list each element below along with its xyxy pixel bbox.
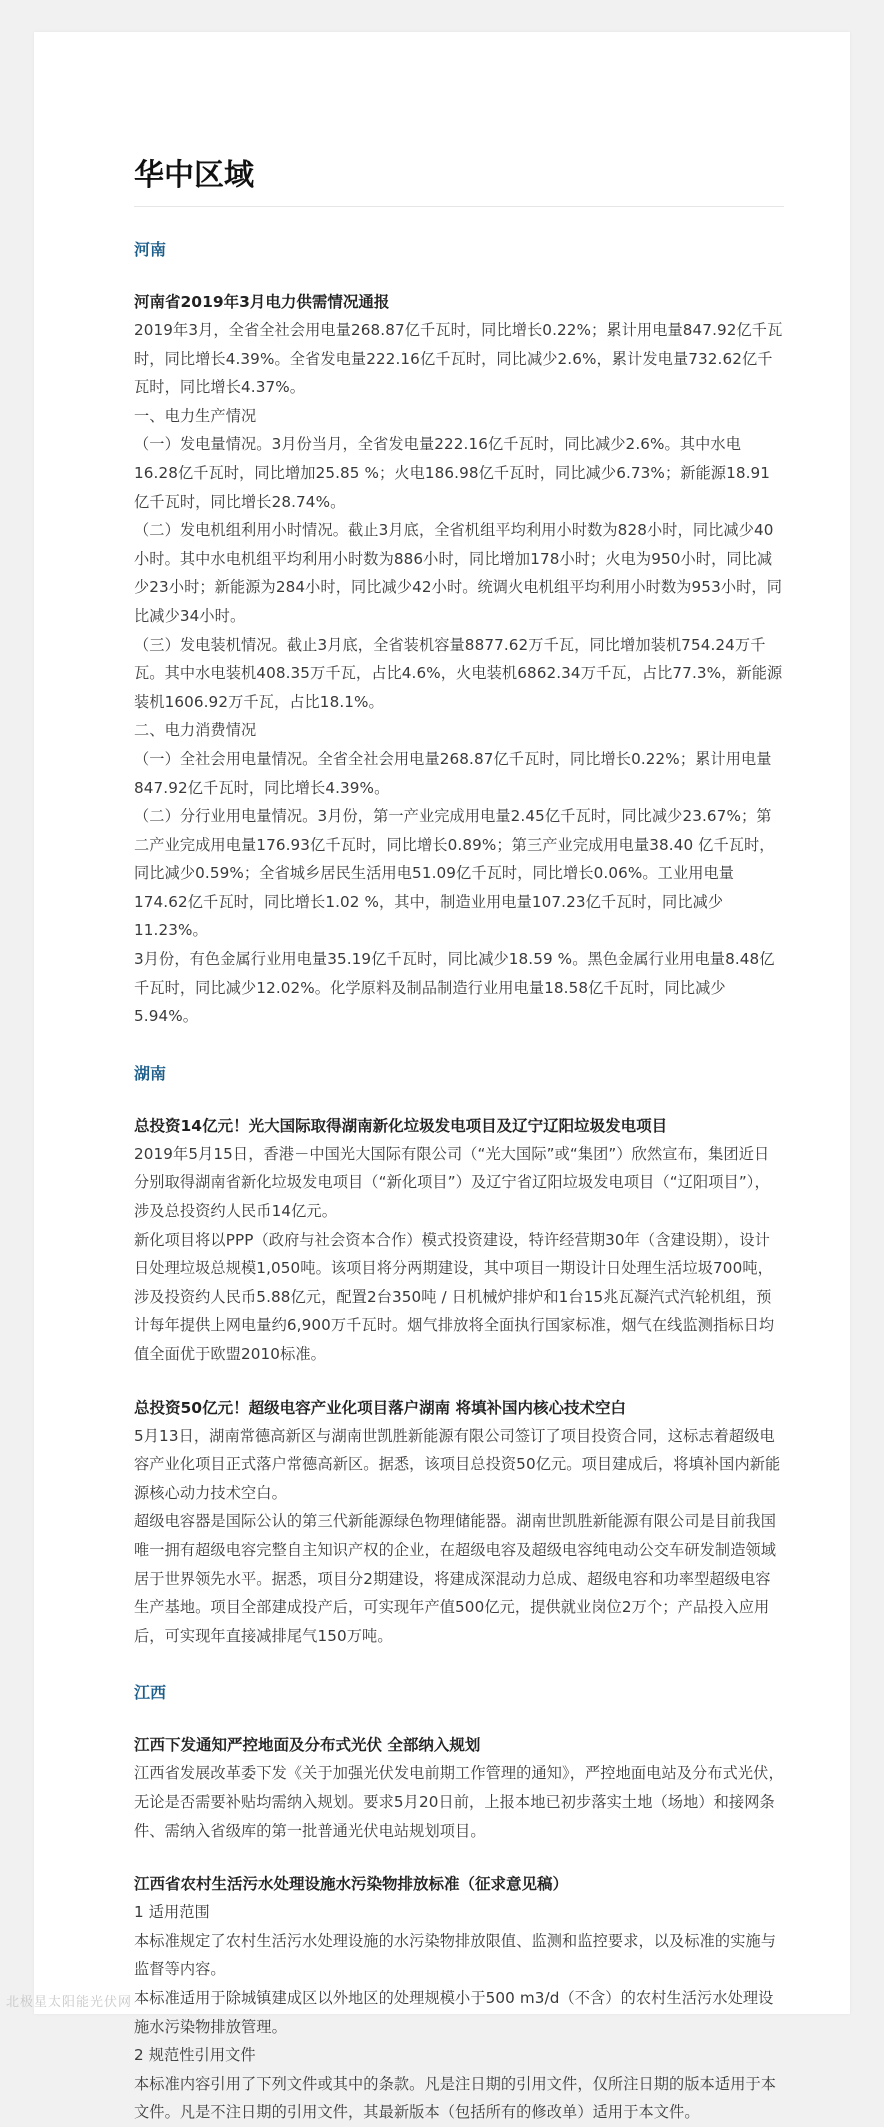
- article-paragraph: 2019年5月15日，香港－中国光大国际有限公司（“光大国际”或“集团”）欣然宣布，集团近日分别取得湖南省新化垃圾发电项目（“新化项目”）及辽宁省辽阳垃圾发电项目（“辽阳项目”），涉及总投资约人民币14亿元。: [134, 1144, 770, 1221]
- article-title: 河南省2019年3月电力供需情况通报: [134, 293, 390, 311]
- article-jiangxi-sewage: [134, 1871, 784, 2127]
- article-spacer: [134, 1845, 784, 1871]
- watermark-text: 北极星太阳能光伏网: [6, 1995, 133, 2010]
- article-paragraph: （一）全社会用电量情况。全省全社会用电量268.87亿千瓦时，同比增长0.22%；累计用电量847.92亿千瓦时，同比增长4.39%。: [134, 749, 772, 797]
- article-spacer: [134, 1369, 784, 1395]
- article-paragraph: （二）分行业用电量情况。3月份，第一产业完成用电量2.45亿千瓦时，同比减少23.67%；第二产业完成用电量176.93亿千瓦时，同比增长0.89%；第三产业完成用电量38.40 亿千瓦时，同比减少0.59%；全省城乡居民生活用电51.09亿千瓦时，同比增长0.06%。工业用电量174.62亿千瓦时，同比增长1.02 %，其中，制造业用电量107.23亿千瓦时，同比减少11.23%。: [134, 807, 775, 940]
- article-paragraph: 5月13日，湖南常德高新区与湖南世凯胜新能源有限公司签订了项目投资合同，这标志着超级电容产业化项目正式落户常德高新区。据悉，该项目总投资50亿元。项目建成后，将填补国内新能源核心动力技术空白。: [134, 1426, 781, 1502]
- article-title: 江西省农村生活污水处理设施水污染物排放标准（征求意见稿）: [134, 1875, 569, 1894]
- article-title: 江西下发通知严控地面及分布式光伏 全部纳入规划: [134, 1736, 481, 1755]
- article-paragraph: 一、电力生产情况: [134, 406, 257, 425]
- article-paragraph: 本标准适用于除城镇建成区以外地区的处理规模小于500 m3/d（不含）的农村生活污水处理设施水污染物排放管理。: [134, 1988, 774, 2036]
- article-paragraph: 新化项目将以PPP（政府与社会资本合作）模式投资建设，特许经营期30年（含建设期），设计日处理垃圾总规模1,050吨。该项目将分两期建设，其中项目一期设计日处理生活垃圾700吨，涉及投资约人民币5.88亿元，配置2台350吨 / 日机械炉排炉和1台15兆瓦凝汽式汽轮机组，预计每年提供上网电量约6,900万千瓦时。烟气排放将全面执行国家标准，烟气在线监测指标日均值全面优于欧盟2010标准。: [134, 1230, 775, 1363]
- region-heading-hunan: 湖南: [134, 1063, 167, 1083]
- article-paragraph: 3月份，有色金属行业用电量35.19亿千瓦时，同比减少18.59 %。黑色金属行业用电量8.48亿千瓦时，同比减少12.02%。化学原料及制品制造行业用电量18.58亿千瓦时，同比减少5.94%。: [134, 950, 775, 1026]
- article-title: 总投资14亿元！光大国际取得湖南新化垃圾发电项目及辽宁辽阳垃圾发电项目: [134, 1116, 668, 1135]
- document-card: [34, 32, 850, 2122]
- article-title: 总投资50亿元！超级电容产业化项目落户湖南 将填补国内核心技术空白: [134, 1398, 626, 1417]
- article-paragraph: 二、电力消费情况: [134, 721, 257, 740]
- article-hunan-everbright: [134, 1113, 784, 1369]
- document-content: [134, 156, 784, 2127]
- article-paragraph: （二）发电机组利用小时情况。截止3月底，全省机组平均利用小时数为828小时，同比减少40小时。其中水电机组平均利用小时数为886小时，同比增加178小时；火电为950小时，同比减少23小时；新能源为284小时，同比减少42小时。统调火电机组平均利用小时数为953小时，同比减少34小时。: [134, 521, 782, 625]
- region-heading-jiangxi: 江西: [134, 1683, 167, 1703]
- article-paragraph: 江西省发展改革委下发《关于加强光伏发电前期工作管理的通知》，严控地面电站及分布式光伏，无论是否需要补贴均需纳入规划。要求5月20日前，上报本地已初步落实土地（场地）和接网条件、需纳入省级库的第一批普通光伏电站规划项目。: [134, 1764, 784, 1840]
- article-henan-power: [134, 289, 784, 1031]
- article-jiangxi-pv: [134, 1732, 784, 1845]
- article-paragraph: 本标准规定了农村生活污水处理设施的水污染物排放限值、监测和监控要求，以及标准的实施与监督等内容。: [134, 1931, 777, 1979]
- article-paragraph: 2 规范性引用文件: [134, 2046, 256, 2065]
- article-paragraph: （三）发电装机情况。截止3月底，全省装机容量8877.62万千瓦，同比增加装机754.24万千瓦。其中水电装机408.35万千瓦，占比4.6%，火电装机6862.34万千瓦，占比77.3%，新能源装机1606.92万千瓦，占比18.1%。: [134, 635, 783, 711]
- region-heading-henan: 河南: [134, 240, 167, 259]
- article-paragraph: 2019年3月，全省全社会用电量268.87亿千瓦时，同比增长0.22%；累计用电量847.92亿千瓦时，同比增长4.39%。全省发电量222.16亿千瓦时，同比减少2.6%，累计发电量732.62亿千瓦时，同比增长4.37%。: [134, 321, 783, 397]
- article-paragraph: （一）发电量情况。3月份当月，全省发电量222.16亿千瓦时，同比减少2.6%。其中水电16.28亿千瓦时，同比增加25.85 %；火电186.98亿千瓦时，同比减少6.73%；新能源18.91亿千瓦时，同比增长28.74%。: [134, 435, 771, 511]
- article-paragraph: 超级电容器是国际公认的第三代新能源绿色物理储能器。湖南世凯胜新能源有限公司是目前我国唯一拥有超级电容完整自主知识产权的企业，在超级电容及超级电容纯电动公交车研发制造领域居于世界领先水平。据悉，项目分2期建设，将建成深混动力总成、超级电容和功率型超级电容生产基地。项目全部建成投产后，可实现年产值500亿元，提供就业岗位2万个；产品投入应用后，可实现年直接减排尾气150万吨。: [134, 1512, 777, 1645]
- article-paragraph: 本标准内容引用了下列文件或其中的条款。凡是注日期的引用文件，仅所注日期的版本适用于本文件。凡是不注日期的引用文件，其最新版本（包括所有的修改单）适用于本文件。: [134, 2074, 777, 2122]
- article-paragraph: 1 适用范围: [134, 1903, 210, 1922]
- page-title: 华中区域: [134, 156, 784, 207]
- article-hunan-supercapacitor: [134, 1395, 784, 1651]
